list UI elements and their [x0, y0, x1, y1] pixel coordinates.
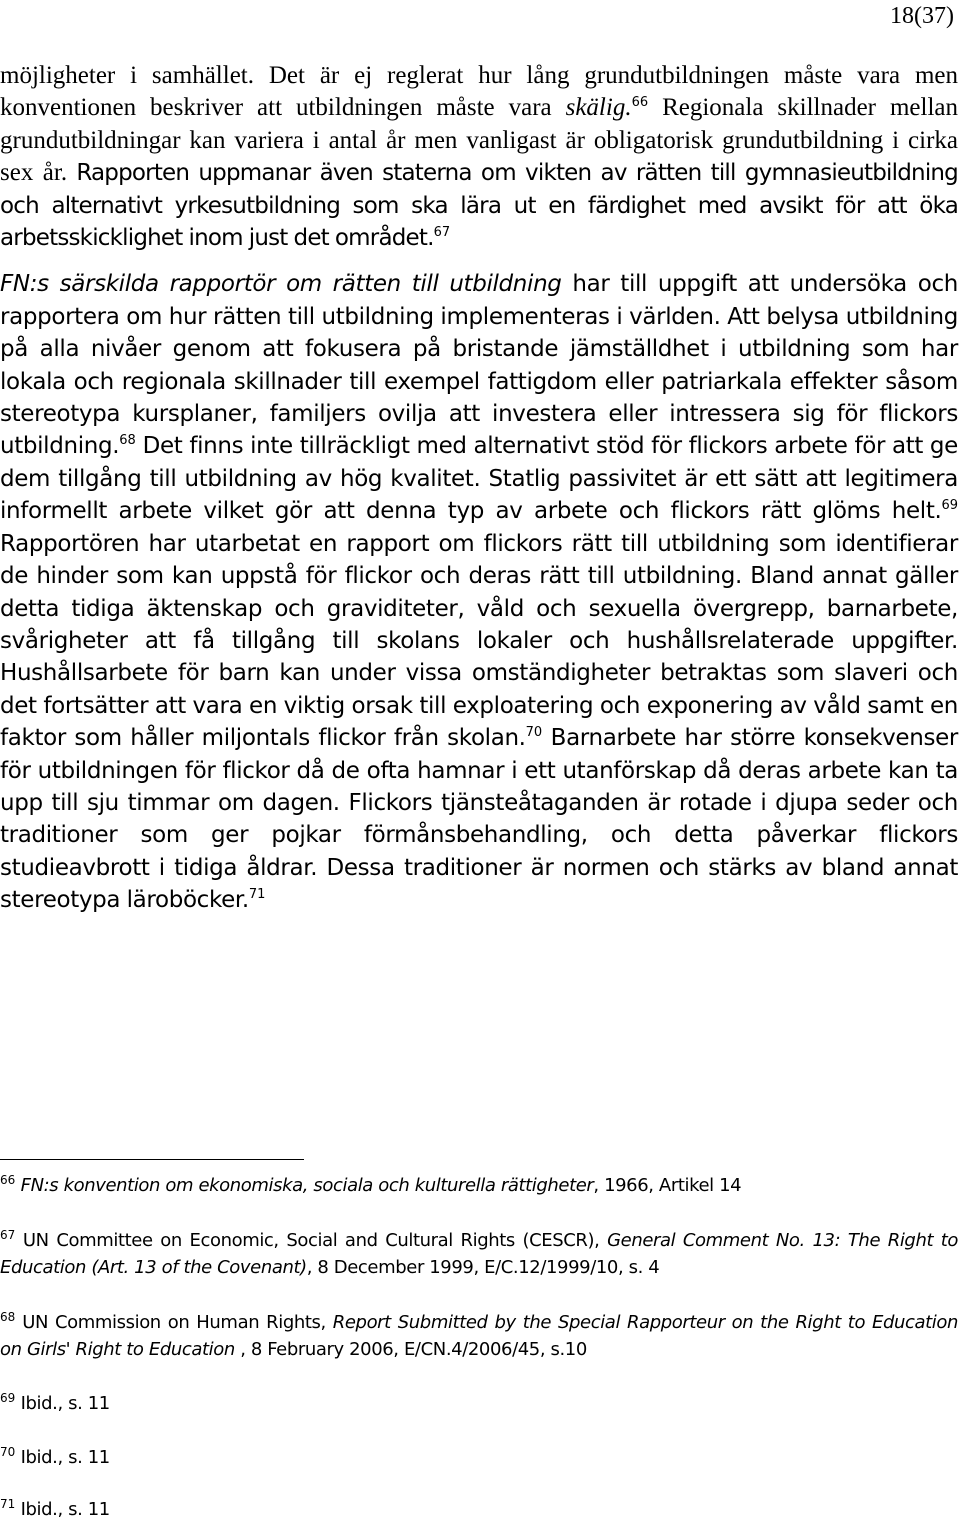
footnote-number: 67	[0, 1228, 16, 1242]
footnote-text: UN Commission on Human Rights,	[22, 1312, 333, 1333]
footnote-ref-68[interactable]: 68	[119, 433, 136, 449]
body-text	[0, 60, 958, 917]
paragraph-2	[0, 268, 958, 916]
footnote-text-end: , 8 February 2006, E/CN.4/2006/45, s.10	[234, 1339, 587, 1360]
footnote-66	[0, 1172, 958, 1199]
footnote-68	[0, 1309, 958, 1363]
footnote-67	[0, 1227, 958, 1281]
footnote-number: 71	[0, 1497, 16, 1511]
paragraph-2-text-2: Det finns inte tillräckligt med alternativt stöd för flickors arbete för att ge dem tillgång till utbildning av hög kvalitet. Statlig passivitet är ett sätt att legitimera informellt arbete vilket gör att denna typ av arbete och flickors rätt glöms helt.	[0, 433, 958, 525]
footnotes-section	[0, 1172, 959, 1520]
paragraph-1-italic-word: skälig.	[565, 94, 632, 122]
footnote-ref-69[interactable]: 69	[941, 498, 958, 514]
footnote-title: Report Submitted by the Special Rapporteur on the Right to Education on Girls' Right to Education	[0, 1312, 958, 1360]
paragraph-2-italic-lead: FN:s särskilda rapportör om rätten till utbildning	[0, 271, 562, 298]
footnote-ref-71[interactable]: 71	[248, 887, 266, 903]
paragraph-2-text-3: Rapportören har utarbetat en rapport om flickors rätt till utbildning som identifierar de hinder som kan uppstå för flickor och deras rätt till utbildning. Bland annat gäller detta tidiga äktenskap och graviditeter, våld och sexuella övergrepp, barnarbete, svårigheter att få tillgång till skolans lokaler och hushållsrelaterade uppgifter. Hushållsarbete för barn kan under vissa omständigheter betraktas som slaveri och det fortsätter att vara en viktig orsak till exploatering och exponering av våld samt en faktor som håller miljontals flickor från skolan.	[0, 530, 958, 752]
footnote-70	[0, 1444, 110, 1471]
footnote-text: Ibid., s. 11	[20, 1499, 110, 1520]
footnote-text: , 1966, Artikel 14	[593, 1175, 742, 1196]
footnote-69	[0, 1390, 110, 1417]
footnote-ref-67[interactable]: 67	[433, 225, 451, 241]
footnote-71	[0, 1496, 110, 1523]
footnote-title: FN:s konvention om ekonomiska, sociala och kulturella rättigheter	[20, 1175, 594, 1196]
footnote-separator	[0, 1159, 304, 1160]
footnote-text: Ibid., s. 11	[20, 1393, 110, 1414]
paragraph-1	[0, 60, 958, 254]
paragraph-2-text-1: har till uppgift att undersöka och rapportera om hur rätten till utbildning implementeras i världen. Att belysa utbildning på alla nivåer genom att fokusera på bristande jämställdhet i utbildning som har lokala och regionala skillnader till exempel fattigdom eller patriarkala effekter såsom stereotypa kursplaner, familjers ovilja att investera eller intressera sig för flickors utbildning.	[0, 271, 958, 460]
footnote-text-end: , 8 December 1999, E/C.12/1999/10, s. 4	[306, 1257, 660, 1278]
footnote-number: 70	[0, 1445, 16, 1459]
paragraph-1-text: Rapporten uppmanar även staterna om vikten av rätten till gymnasieutbildning och alternativt yrkesutbildning som ska lära ut en färdighet med avsikt för att öka arbetsskicklighet inom just det området.	[0, 160, 958, 252]
footnote-ref-66[interactable]: 66	[631, 95, 649, 111]
footnote-number: 68	[0, 1310, 16, 1324]
page-number: 18(37)	[890, 3, 954, 29]
footnote-text: UN Committee on Economic, Social and Cultural Rights (CESCR),	[22, 1230, 608, 1251]
footnote-ref-70[interactable]: 70	[525, 725, 543, 741]
footnote-title: General Comment No. 13: The Right to Education (Art. 13 of the Covenant)	[0, 1230, 959, 1278]
footnote-text: Ibid., s. 11	[20, 1447, 110, 1468]
paragraph-2-text-4: Barnarbete har större konsekvenser för utbildningen för flickor då de ofta hamnar i ett utanförskap då deras arbete kan ta upp till sju timmar om dagen. Flickors tjänsteåtaganden är rotade i djupa seder och traditioner som ger pojkar förmånsbehandling, och detta påverkar flickors studieavbrott i tidiga åldrar. Dessa traditioner är normen och stärks av bland annat stereotypa läroböcker.	[0, 725, 958, 914]
paragraph-1-serif-lead: möjligheter i samhället. Det är ej reglerat hur lång grundutbildningen måste vara men konventionen beskriver att utbildningen måste vara	[0, 62, 958, 122]
paragraph-1-serif-part2: Regionala skillnader mellan grundutbildningar kan variera i antal år men vanligast är obligatorisk grundutbildning i cirka sex år.	[0, 94, 958, 187]
footnote-number: 69	[0, 1391, 16, 1405]
footnote-number: 66	[0, 1173, 16, 1187]
